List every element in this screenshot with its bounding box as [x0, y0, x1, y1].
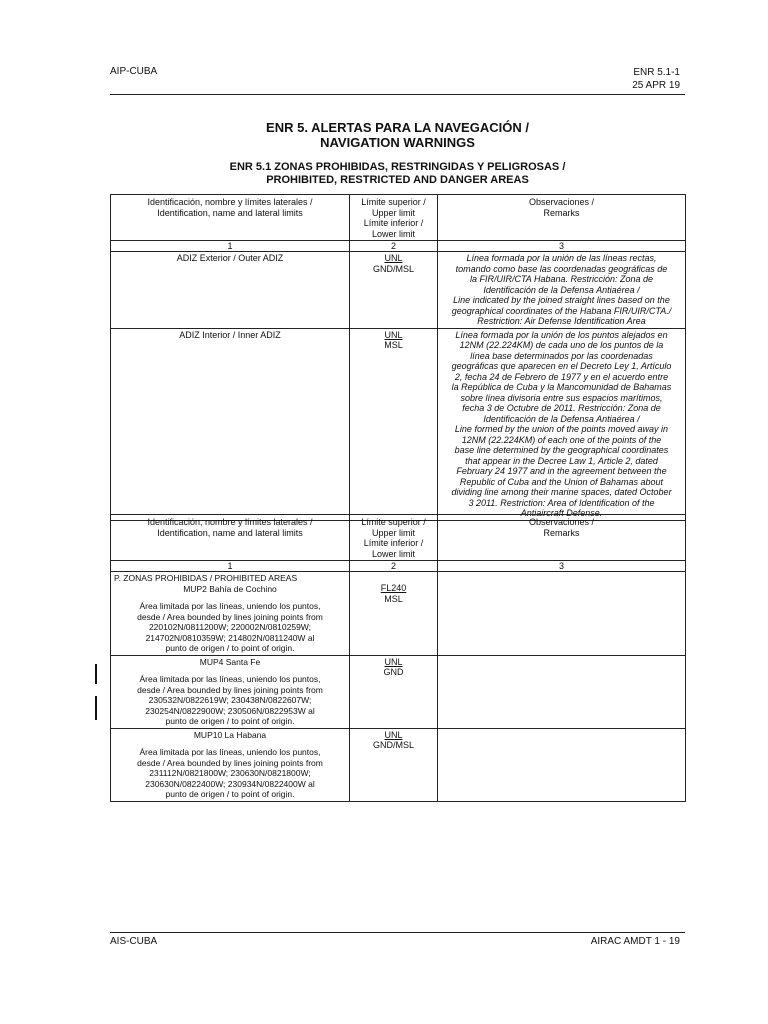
- remarks-line: 12NM (22.224KM) de cada uno de los puntos de la: [459, 340, 664, 350]
- column-header-text: Identificación, nombre y límites laterales /: [147, 517, 313, 527]
- area-name: ADIZ Exterior / Outer ADIZ: [111, 252, 350, 329]
- column-number: 2: [350, 561, 438, 572]
- table-row: [111, 328, 686, 520]
- remarks: [438, 252, 686, 329]
- remarks-line: Línea formada por la unión de los puntos alejados en: [455, 329, 668, 340]
- section-title: [110, 161, 685, 187]
- remarks-line: la FIR/UIR/CTA Habana. Restricción: Zona de: [469, 274, 654, 284]
- remarks-line: 12NM (22.224KM) of each one of the points of the: [461, 434, 662, 445]
- spacer: [114, 740, 346, 747]
- column-header-text: Upper limit: [371, 207, 415, 218]
- remarks: [438, 328, 686, 520]
- column-number-row: [111, 241, 686, 252]
- area-description-line: 230254N/0822900W; 230506N/0822953W al: [145, 705, 315, 716]
- area-description-line: desde / Area bounded by lines joining points from: [137, 611, 323, 622]
- table-row: [111, 252, 686, 329]
- column-header-text: Límite superior /: [361, 197, 426, 207]
- section-heading: P. ZONAS PROHIBIDAS / PROHIBITED AREAS: [114, 573, 298, 583]
- remarks-line: Línea formada por la unión de las líneas rectas,: [466, 253, 657, 263]
- column-header-text: Remarks: [543, 207, 580, 218]
- header-right: [632, 66, 680, 92]
- remarks-line: Republic of Cuba and the Union of Bahamas about: [459, 476, 664, 487]
- spacer: [114, 667, 346, 674]
- column-header-text: Identificación, nombre y límites laterales /: [147, 197, 313, 207]
- column-header-identification: [111, 515, 350, 561]
- area-description-line: desde / Area bounded by lines joining points from: [137, 684, 323, 695]
- vertical-limits: [350, 252, 438, 329]
- footer-rule: [110, 932, 685, 933]
- area-identification: [111, 655, 350, 728]
- table-row: [111, 728, 686, 801]
- page-reference: ENR 5.1-1: [633, 67, 680, 78]
- column-header-text: Observaciones /: [528, 517, 595, 527]
- remarks-line: that appear in the Decree Law 1, Article 2, dated: [465, 455, 658, 466]
- column-header-text: Límite superior /: [361, 517, 426, 527]
- column-header-text: Identification, name and lateral limits: [157, 527, 303, 538]
- column-header-text: Lower limit: [371, 228, 415, 239]
- upper-limit: UNL: [384, 656, 403, 667]
- column-header-text: Remarks: [543, 527, 580, 538]
- area-name: MUP2 Bahía de Cochino: [183, 583, 277, 594]
- page-title-line2: NAVIGATION WARNINGS: [320, 135, 475, 150]
- vertical-limits: [350, 328, 438, 520]
- remarks-line: línea base determinados por las coordenadas: [470, 350, 653, 361]
- area-description-line: punto de origen / to point of origin.: [165, 643, 295, 653]
- remarks-line: fecha 3 de Octubre de 2011. Restricción: Zona de: [462, 403, 661, 413]
- page-title-line1: ENR 5. ALERTAS PARA LA NAVEGACIÓN /: [266, 120, 529, 135]
- footer-right: AIRAC AMDT 1 - 19: [590, 936, 680, 947]
- area-name: ADIZ Interior / Inner ADIZ: [111, 328, 350, 520]
- lower-limit: MSL: [384, 593, 403, 604]
- remarks-line: February 24 1977 and in the agreement between the: [456, 466, 667, 476]
- area-description-line: 214702N/0810359W; 214802N/0811240W al: [145, 632, 315, 643]
- effective-date: 25 APR 19: [632, 80, 680, 91]
- vertical-limits: [350, 728, 438, 801]
- area-name: MUP4 Santa Fe: [199, 656, 261, 667]
- area-description-line: 220102N/0811200W; 220002N/0810259W;: [148, 622, 312, 632]
- remarks-line: dividing line among their marine spaces, dated October: [451, 487, 672, 497]
- remarks-line: geográficas que aparecen en el Decreto Ley 1, Artículo: [451, 361, 672, 371]
- remarks-line: geographical coordinates of the Habana FIR/UIR/CTA./: [451, 305, 672, 316]
- area-identification: [111, 572, 350, 656]
- column-number: 2: [350, 241, 438, 252]
- area-description-line: desde / Area bounded by lines joining points from: [137, 757, 323, 768]
- vertical-limits: [350, 572, 438, 656]
- table-header-row: [111, 195, 686, 241]
- remarks: [438, 655, 686, 728]
- remarks-line: Restriction: Air Defense Identification Area: [477, 316, 646, 326]
- column-header-remarks: [438, 515, 686, 561]
- column-header-text: Identification, name and lateral limits: [157, 207, 303, 218]
- area-description-line: punto de origen / to point of origin.: [165, 789, 295, 799]
- area-identification: [111, 728, 350, 801]
- column-header-text: Lower limit: [371, 548, 415, 559]
- lower-limit: GND/MSL: [372, 740, 414, 750]
- change-bar: [95, 696, 97, 720]
- table-row: [111, 572, 686, 656]
- remarks-line: 3 2011. Restriction: Area of Identification of the: [468, 497, 655, 508]
- upper-limit: UNL: [384, 329, 403, 340]
- area-description-line: 230630N/0822400W; 230934N/0822400W al: [145, 778, 315, 789]
- header-left: AIP-CUBA: [110, 66, 158, 77]
- remarks-line: la República de Cuba y la Mancomunidad de Bahamas: [451, 382, 672, 392]
- column-header-limits: [350, 515, 438, 561]
- column-number: 1: [111, 241, 350, 252]
- area-description-line: Área limitada por las líneas, uniendo los puntos,: [139, 747, 321, 757]
- column-header-remarks: [438, 195, 686, 241]
- adiz-table: [110, 194, 686, 521]
- lower-limit: MSL: [384, 340, 403, 350]
- area-description-line: Área limitada por las líneas, uniendo los puntos,: [139, 674, 321, 684]
- column-header-text: Observaciones /: [528, 197, 595, 207]
- column-number: 3: [438, 241, 686, 252]
- change-bar: [95, 664, 97, 684]
- header-rule: [110, 94, 685, 95]
- area-name: MUP10 La Habana: [193, 729, 267, 740]
- section-title-line2: PROHIBITED, RESTRICTED AND DANGER AREAS: [266, 174, 529, 186]
- column-header-text: Límite inferior /: [363, 218, 424, 228]
- remarks: [438, 572, 686, 656]
- area-description-line: 230532N/0822619W; 230438N/0822607W;: [148, 695, 312, 705]
- remarks-line: Line formed by the union of the points moved away in: [454, 424, 669, 434]
- table-header-row: [111, 515, 686, 561]
- column-header-identification: [111, 195, 350, 241]
- remarks-line: Line indicated by the joined straight lines based on the: [453, 295, 670, 305]
- remarks-line: Identificación de la Defensa Antiaérea /: [483, 413, 640, 424]
- column-number-row: [111, 561, 686, 572]
- upper-limit: FL240: [380, 583, 407, 593]
- remarks-line: tomando como base las coordenadas geográficas de: [455, 263, 668, 274]
- upper-limit: UNL: [384, 729, 403, 740]
- upper-limit: UNL: [384, 253, 403, 263]
- area-description-line: Área limitada por las líneas, uniendo los puntos,: [139, 601, 321, 611]
- column-number: 3: [438, 561, 686, 572]
- footer-left: AIS-CUBA: [110, 936, 158, 947]
- page-title: [110, 120, 685, 150]
- table-row: [111, 655, 686, 728]
- column-header-text: Upper limit: [371, 527, 415, 538]
- remarks: [438, 728, 686, 801]
- prohibited-areas-table: [110, 514, 686, 802]
- spacer: [353, 573, 434, 583]
- section-title-line1: ENR 5.1 ZONAS PROHIBIDAS, RESTRINGIDAS Y PELIGROSAS /: [229, 161, 566, 173]
- remarks-line: Antiaircraft Defense.: [520, 508, 603, 518]
- remarks-line: 2, fecha 24 de Febrero de 1977 y en el acuerdo entre: [454, 371, 669, 382]
- column-header-limits: [350, 195, 438, 241]
- area-description-line: 231112N/0821800W; 230630N/0821800W;: [149, 768, 311, 778]
- lower-limit: GND/MSL: [372, 263, 414, 274]
- remarks-line: base line determined by the geographical coordinates: [454, 445, 669, 455]
- vertical-limits: [350, 655, 438, 728]
- column-number: 1: [111, 561, 350, 572]
- spacer: [114, 594, 346, 601]
- remarks-line: sobre línea divisoria entre sus espacios marítimos,: [460, 392, 663, 403]
- area-description-line: punto de origen / to point of origin.: [165, 716, 295, 726]
- remarks-line: Identificación de la Defensa Antiaérea /: [483, 284, 640, 295]
- lower-limit: GND: [383, 667, 404, 677]
- column-header-text: Límite inferior /: [363, 538, 424, 548]
